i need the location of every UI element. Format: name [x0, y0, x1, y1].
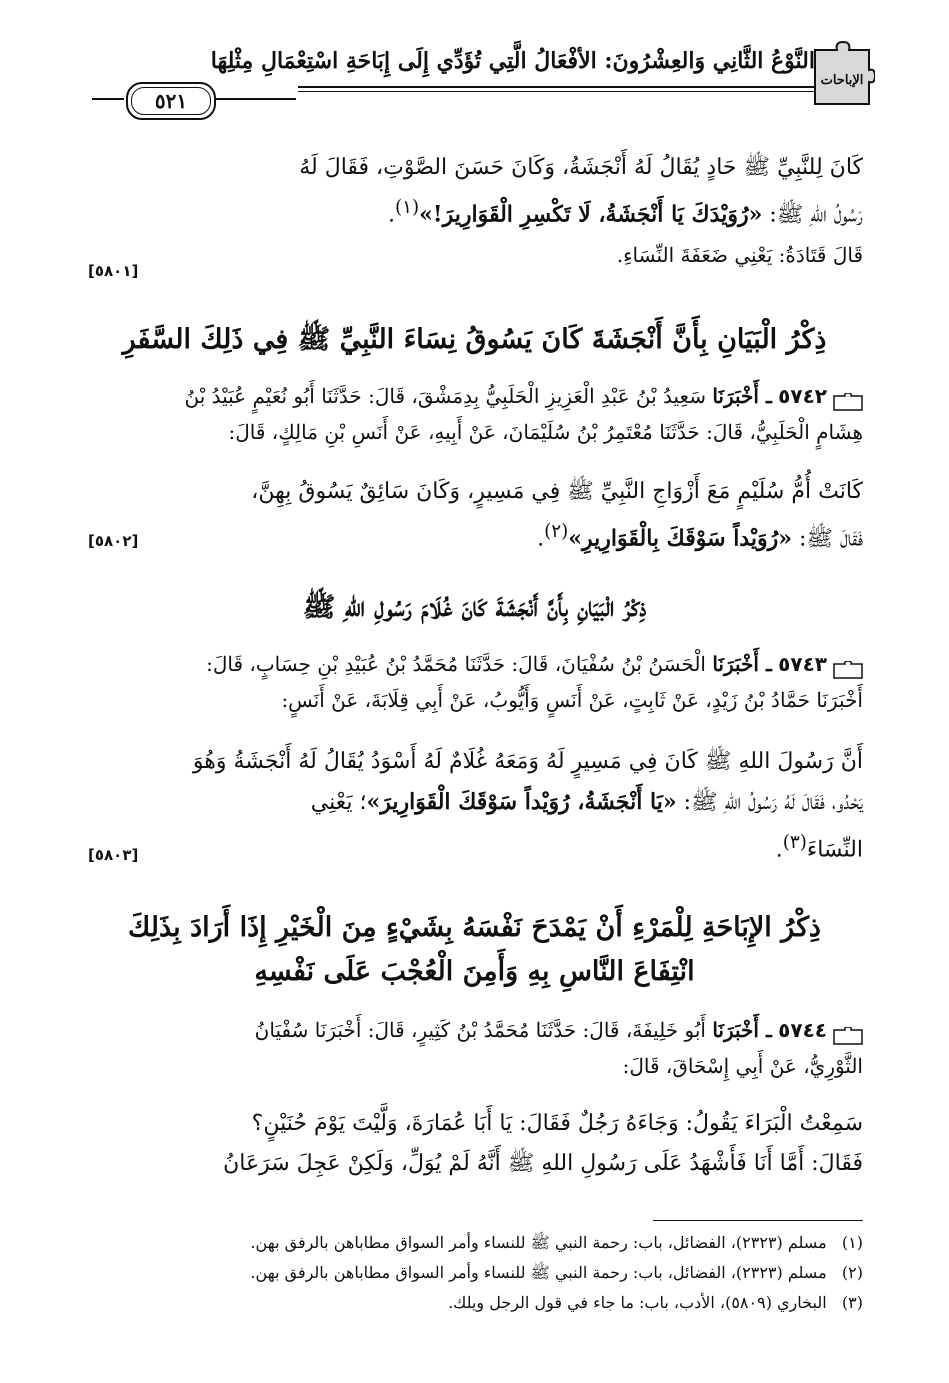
footnote-rule: [653, 1220, 863, 1221]
hadith-5744-chain: [86, 1012, 863, 1084]
text-line: رَسُولُ اللهِ ﷺ: «رُوَيْدَكَ يَا أَنْجَشَةُ، لَا تَكْسِرِ الْقَوَارِيرَ!»$^{(١)}$.: [388, 197, 863, 228]
section-heading: [80, 906, 869, 994]
chain-line: ٥٧٤٤ ـ أَخْبَرَنَا أَبُو خَلِيفَةَ، قَالَ: حَدَّثَنَا مُحَمَّدُ بْنُ كَثِيرٍ، قَالَ: أَخْبَرَنَا سُفْيَانُ: [86, 1012, 863, 1048]
heading-line: انْتِفَاعَ النَّاسِ بِهِ وَأَمِنَ الْعُجْبَ عَلَى نَفْسِهِ: [254, 956, 695, 987]
footnotes: [86, 1228, 863, 1318]
chain-line: ٥٧٤٣ ـ أَخْبَرَنَا الْحَسَنُ بْنُ سُفْيَانَ، قَالَ: حَدَّثَنَا مُحَمَّدُ بْنُ عُبَيْدِ بْنِ حِسَابٍ، قَالَ:: [86, 646, 863, 682]
text-line: قَالَ قَتَادَةُ: يَعْنِي ضَعَفَةَ النِّسَاءِ.: [616, 243, 863, 268]
header-rule-left: [92, 98, 124, 100]
text-line: كَانَ لِلنَّبِيِّ ﷺ حَادٍ يُقَالُ لَهُ أَنْجَشَةُ، وَكَانَ حَسَنَ الصَّوْتِ، فَقَالَ لَهُ: [299, 155, 863, 180]
section-heading: ذِكْرُ الْبَيَانِ بِأَنَّ أَنْجَشَةَ كَانَ يَسُوقُ نِسَاءَ النَّبِيِّ ﷺ فِي ذَلِكَ السَّفَرِ: [122, 324, 827, 355]
puzzle-logo-icon: [809, 40, 875, 110]
hadith-text-5801: [86, 148, 863, 275]
reference-number: [٥٨٠٣]: [88, 846, 139, 864]
hadith-number: ٥٧٤٢: [778, 384, 827, 408]
footnote-marker: (١): [395, 197, 420, 218]
chain-line: أَخْبَرَنَا حَمَّادُ بْنُ زَيْدٍ، عَنْ ثَابِتٍ، عَنْ أَنَسٍ وَأَيُّوبُ، عَنْ أَبِي قِلَابَةَ، عَنْ أَنَسٍ:: [281, 688, 863, 712]
hadith-number: ٥٧٤٣: [778, 652, 827, 676]
puzzle-icon: [833, 656, 863, 676]
text-line: النِّسَاءَ$^{(٣)}$.: [775, 832, 863, 863]
text-line: فَقَالَ: أَمَّا أَنَا فَأَشْهَدُ عَلَى رَسُولِ اللهِ ﷺ أَنَّهُ لَمْ يُوَلِّ، وَلَكِنْ عَجِلَ سَرَعَانُ: [223, 1151, 863, 1176]
hadith-5744-text: [86, 1104, 863, 1184]
hadith-5743-text: [86, 742, 863, 870]
text-line: أَنَّ رَسُولَ اللهِ ﷺ كَانَ فِي مَسِيرٍ لَهُ وَمَعَهُ غُلَامٌ لَهُ أَسْوَدُ يُقَالُ لَهُ أَنْجَشَةُ وَهُوَ: [192, 749, 863, 774]
hadith-5742-text: [86, 472, 863, 559]
header-title: النَّوْعُ الثَّانِي وَالعِشْرُونَ: الأفْعَالُ الَّتِي تُؤَدِّي إِلَى إِبَاحَةِ اسْتِعْمَالِ مِثْلِهَا: [210, 48, 815, 74]
hadith-number: ٥٧٤٤: [778, 1018, 827, 1042]
footnote-marker: (٣): [782, 832, 807, 853]
logo-text: الإباحات: [820, 73, 864, 88]
chain-line: هِشَامٍ الْحَلَبِيُّ، قَالَ: حَدَّثَنَا مُعْتَمِرُ بْنُ سُلَيْمَانَ، عَنْ أَبِيهِ، عَنْ أَنَسِ بْنِ مَالِكٍ، قَالَ:: [228, 420, 863, 444]
chain-line: ٥٧٤٢ ـ أَخْبَرَنَا سَعِيدُ بْنُ عَبْدِ الْعَزِيزِ الْحَلَبِيُّ بِدِمَشْقَ، قَالَ: حَدَّثَنَا أَبُو نُعَيْمٍ عُبَيْدُ بْنُ: [86, 378, 863, 414]
page-header: [82, 46, 875, 113]
chain-line: الثَّوْرِيُّ، عَنْ أَبِي إِسْحَاقَ، قَالَ:: [622, 1054, 863, 1078]
header-rule-mid: [216, 98, 296, 100]
heading-line: ذِكْرُ الإِبَاحَةِ لِلْمَرْءِ أَنْ يَمْدَحَ نَفْسَهُ بِشَيْءٍ مِنَ الْخَيْرِ إِذَا أَرَادَ بِذَلِكَ: [128, 912, 821, 943]
text-line: يَحْدُو، فَقَالَ لَهُ رَسُولُ اللهِ ﷺ: «يَا أَنْجَشَةُ، رُوَيْداً سَوْقَكَ الْقَوَارِيرَ»؛ يَعْنِي: [310, 789, 863, 815]
hadith-5743-chain: [86, 646, 863, 718]
text-line: فَقَالَ ﷺ: «رُوَيْداً سَوْقَكَ بِالْقَوَارِيرِ»$^{(٢)}$.: [537, 521, 863, 552]
hadith-5742-chain: [86, 378, 863, 450]
footnote-item: (٣) البخاري (٥٨٠٩)، الأدب، باب: ما جاء في قول الرجل ويلك.: [448, 1293, 863, 1312]
footnote-item: (٢) مسلم (٢٣٢٣)، الفضائل، باب: رحمة النبي ﷺ للنساء وأمر السواق مطاباهن بالرفق بهن.: [250, 1263, 863, 1282]
page-number: ٥٢١: [126, 82, 216, 120]
reference-number: [٥٨٠٢]: [88, 532, 139, 550]
prophet-quote: «يَا أَنْجَشَةُ، رُوَيْداً سَوْقَكَ الْقَوَارِيرَ»: [366, 789, 677, 815]
header-rule: [298, 86, 815, 92]
puzzle-icon: [833, 1022, 863, 1042]
puzzle-icon: [833, 388, 863, 408]
text-line: سَمِعْتُ الْبَرَاءَ يَقُولُ: وَجَاءَهُ رَجُلٌ فَقَالَ: يَا أَبَا عُمَارَةَ، وَلَّيْتَ يَوْمَ حُنَيْنٍ؟: [251, 1111, 863, 1136]
footnote-item: (١) مسلم (٢٣٢٣)، الفضائل، باب: رحمة النبي ﷺ للنساء وأمر السواق مطاباهن بالرفق بهن.: [250, 1233, 863, 1252]
footnote-marker: (٢): [544, 521, 569, 542]
text-line: كَانَتْ أُمُّ سُلَيْمٍ مَعَ أَزْوَاجِ النَّبِيِّ ﷺ فِي مَسِيرٍ، وَكَانَ سَائِقٌ يَسُوقُ بِهِنَّ،: [251, 479, 863, 504]
prophet-quote: «رُوَيْدَكَ يَا أَنْجَشَةُ، لَا تَكْسِرِ الْقَوَارِيرَ!»: [419, 201, 763, 228]
section-heading: ذِكْرُ الْبَيَانِ بِأَنَّ أَنْجَشَةَ كَانَ غُلَامَ رَسُولِ اللهِ ﷺ: [302, 592, 647, 623]
reference-number: [٥٨٠١]: [88, 262, 139, 280]
prophet-quote: «رُوَيْداً سَوْقَكَ بِالْقَوَارِيرِ»: [568, 525, 792, 552]
